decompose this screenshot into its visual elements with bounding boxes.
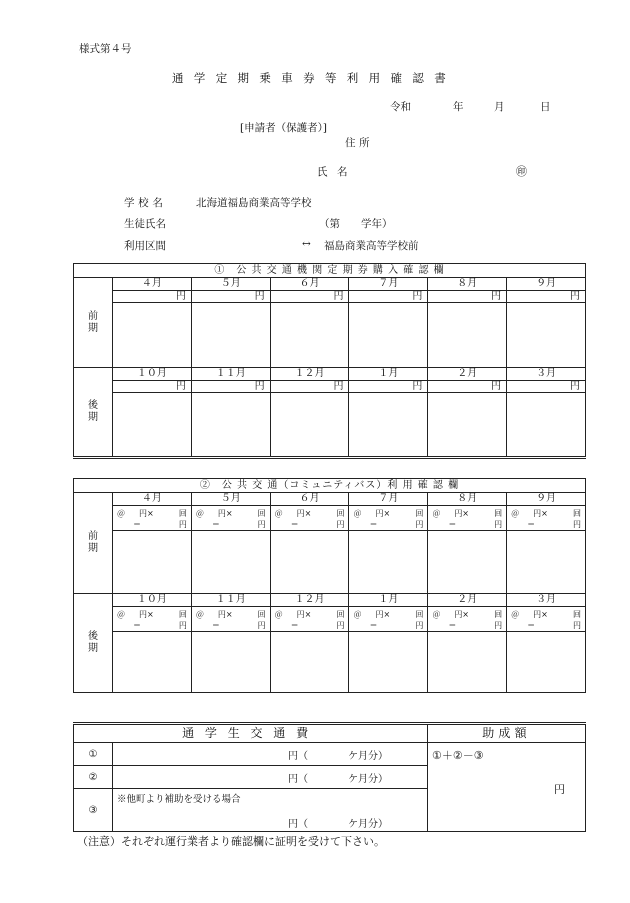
confirm-cell[interactable]	[270, 393, 349, 458]
confirm-cell[interactable]	[191, 531, 270, 594]
section1-second-half-label: 後期	[74, 368, 113, 458]
document-title: 通学定期乗車券等利用確認書	[172, 71, 457, 85]
confirm-cell[interactable]	[428, 393, 507, 458]
student-name-label: 生徒氏名	[124, 218, 166, 230]
month-label: ２月	[428, 594, 507, 607]
month-label: ８月	[428, 278, 507, 291]
month-label: ６月	[270, 493, 349, 506]
confirm-cell[interactable]	[349, 393, 428, 458]
confirm-cell[interactable]	[428, 632, 507, 693]
month-label: １１月	[191, 594, 270, 607]
yen-unit: 円	[113, 291, 192, 303]
month-label: １２月	[270, 594, 349, 607]
fare-calc-cell[interactable]: ＠ 円× 回 ＝ 円	[191, 506, 270, 531]
confirm-cell[interactable]	[191, 303, 270, 368]
month-label: ４月	[113, 493, 192, 506]
confirm-cell[interactable]	[507, 632, 586, 693]
month-label: ５月	[191, 493, 270, 506]
section2-first-half-label: 前期	[74, 493, 113, 594]
subsidy-cell[interactable]	[428, 743, 586, 832]
section2-table	[73, 478, 586, 693]
month-label: ７月	[349, 278, 428, 291]
confirm-cell[interactable]	[270, 632, 349, 693]
fare-calc-cell[interactable]: ＠ 円× 回 ＝ 円	[191, 607, 270, 632]
fare-calc-cell[interactable]: ＠ 円× 回 ＝ 円	[507, 607, 586, 632]
row-number: ③	[74, 789, 113, 832]
fee-amount-cell[interactable]	[113, 789, 428, 832]
confirm-cell[interactable]	[113, 531, 192, 594]
applicant-label: [申請者（保護者）]	[240, 122, 327, 134]
confirm-cell[interactable]	[349, 303, 428, 368]
month-label: ３月	[507, 594, 586, 607]
school-label: 学校名	[124, 197, 167, 209]
month-label: １月	[349, 594, 428, 607]
fare-calc-cell[interactable]: ＠ 円× 回 ＝ 円	[349, 607, 428, 632]
confirm-cell[interactable]	[428, 531, 507, 594]
yen-unit: 円	[349, 291, 428, 303]
confirm-cell[interactable]	[428, 303, 507, 368]
subsidy-header: 助成額	[428, 724, 586, 743]
confirm-cell[interactable]	[507, 303, 586, 368]
fee-table	[73, 722, 586, 832]
confirm-cell[interactable]	[507, 393, 586, 458]
date-year: 年	[453, 101, 464, 113]
section1-table	[73, 263, 586, 459]
fare-calc-cell[interactable]: ＠ 円× 回 ＝ 円	[113, 607, 192, 632]
confirm-cell[interactable]	[507, 531, 586, 594]
row3-amount: 円（ ケ月分）	[288, 819, 388, 830]
section1-first-half-label: 前期	[74, 278, 113, 368]
route-arrow: ↔	[302, 238, 311, 250]
confirm-cell[interactable]	[113, 632, 192, 693]
fare-calc-cell[interactable]: ＠ 円× 回 ＝ 円	[113, 506, 192, 531]
section1-title: ① 公 共 交 通 機 関 定 期 券 購 入 確 認 欄	[74, 264, 586, 278]
month-label: ５月	[191, 278, 270, 291]
confirm-cell[interactable]	[270, 303, 349, 368]
month-label: ３月	[507, 368, 586, 381]
footnote: （注意）それぞれ運行業者より確認欄に証明を受けて下さい。	[77, 835, 385, 848]
month-label: １０月	[113, 594, 192, 607]
fee-amount-cell[interactable]: 円（ ケ月分）	[113, 743, 428, 766]
row-number: ②	[74, 766, 113, 789]
yen-unit: 円	[428, 381, 507, 393]
yen-unit: 円	[507, 381, 586, 393]
section2-title: ② 公 共 交 通（コミュニティバス）利 用 確 認 欄	[74, 479, 586, 493]
yen-unit: 円	[349, 381, 428, 393]
fare-calc-cell[interactable]: ＠ 円× 回 ＝ 円	[507, 506, 586, 531]
route-destination: 福島商業高等学校前	[324, 240, 419, 252]
fare-calc-cell[interactable]: ＠ 円× 回 ＝ 円	[270, 607, 349, 632]
applicant-name-label: 氏名	[317, 166, 357, 178]
row-number: ①	[74, 743, 113, 766]
route-label: 利用区間	[124, 240, 166, 252]
month-label: ６月	[270, 278, 349, 291]
month-label: １１月	[191, 368, 270, 381]
applicant-address-label: 住所	[345, 137, 374, 149]
confirm-cell[interactable]	[113, 393, 192, 458]
subsidy-formula: ①＋②－③	[432, 749, 484, 762]
month-label: ９月	[507, 493, 586, 506]
confirm-cell[interactable]	[191, 393, 270, 458]
yen-unit: 円	[270, 291, 349, 303]
confirm-cell[interactable]	[270, 531, 349, 594]
yen-unit: 円	[113, 381, 192, 393]
yen-unit: 円	[191, 291, 270, 303]
month-label: １２月	[270, 368, 349, 381]
confirm-cell[interactable]	[191, 632, 270, 693]
school-name: 北海道福島商業高等学校	[196, 197, 312, 209]
month-label: ９月	[507, 278, 586, 291]
fee-amount-cell[interactable]: 円（ ケ月分）	[113, 766, 428, 789]
subsidy-unit: 円	[554, 783, 565, 796]
yen-unit: 円	[191, 381, 270, 393]
fare-calc-cell[interactable]: ＠ 円× 回 ＝ 円	[428, 607, 507, 632]
confirm-cell[interactable]	[349, 632, 428, 693]
month-label: ４月	[113, 278, 192, 291]
month-label: ２月	[428, 368, 507, 381]
fare-calc-cell[interactable]: ＠ 円× 回 ＝ 円	[428, 506, 507, 531]
fare-calc-cell[interactable]: ＠ 円× 回 ＝ 円	[270, 506, 349, 531]
yen-unit: 円	[270, 381, 349, 393]
row3-note: ※他町より補助を受ける場合	[117, 794, 241, 805]
confirm-cell[interactable]	[113, 303, 192, 368]
month-label: ８月	[428, 493, 507, 506]
yen-unit: 円	[507, 291, 586, 303]
seal-mark: ㊞	[516, 165, 527, 178]
yen-unit: 円	[428, 291, 507, 303]
form-number: 様式第４号	[79, 43, 132, 55]
student-grade: （第 学年）	[319, 218, 393, 230]
date-era: 令和	[390, 101, 411, 113]
month-label: １月	[349, 368, 428, 381]
date-day: 日	[540, 101, 551, 113]
fee-header: 通学生交通費	[74, 724, 428, 743]
section2-second-half-label: 後期	[74, 594, 113, 693]
fare-calc-cell[interactable]: ＠ 円× 回 ＝ 円	[349, 506, 428, 531]
month-label: ７月	[349, 493, 428, 506]
confirm-cell[interactable]	[349, 531, 428, 594]
month-label: １０月	[113, 368, 192, 381]
date-month: 月	[494, 101, 505, 113]
